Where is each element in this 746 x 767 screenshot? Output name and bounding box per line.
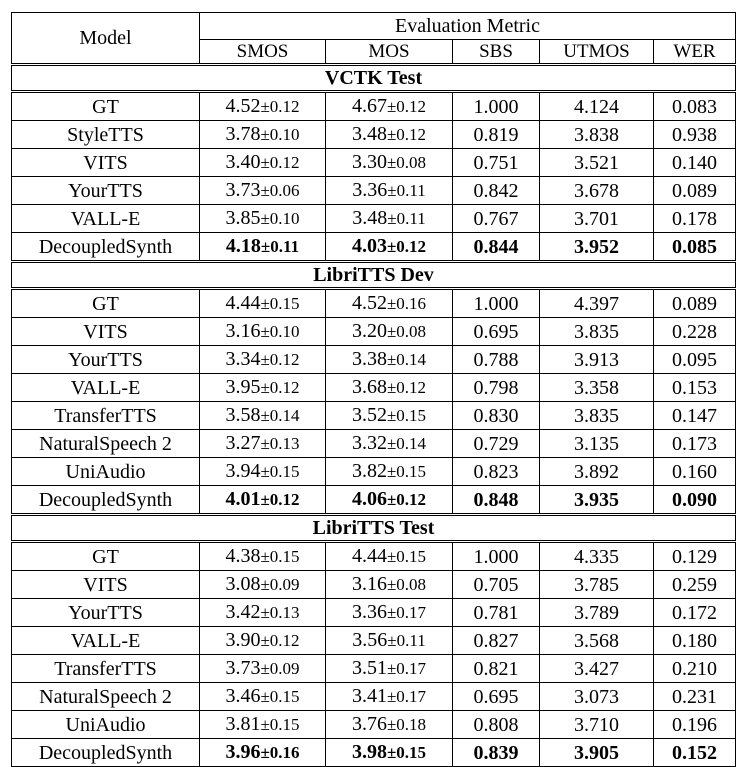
mos-cell [326, 205, 453, 233]
mos-cell-value: 4.03 [351, 235, 387, 257]
model-cell: DecoupledSynth [12, 486, 200, 515]
mos-cell-std: ±0.11 [387, 181, 426, 200]
smos-cell-value: 3.40 [225, 151, 261, 173]
column-header-mos: MOS [326, 40, 453, 65]
mos-cell-value: 3.38 [351, 348, 387, 370]
smos-cell-std: ±0.12 [260, 350, 300, 369]
mos-cell [326, 711, 453, 739]
mos-cell-std: ±0.11 [387, 631, 426, 650]
mos-cell-value: 3.51 [351, 657, 387, 679]
sbs-cell: 1.000 [453, 542, 540, 571]
smos-cell-std: ±0.15 [260, 715, 300, 734]
mos-cell-value: 3.76 [351, 713, 387, 735]
smos-cell [200, 318, 326, 346]
wer-cell: 0.083 [654, 92, 736, 121]
utmos-cell: 3.892 [540, 458, 654, 486]
mos-cell [326, 121, 453, 149]
smos-cell-value: 3.42 [225, 601, 261, 623]
model-cell: NaturalSpeech 2 [12, 430, 200, 458]
smos-cell-std: ±0.10 [260, 125, 300, 144]
model-column-header: Model [12, 13, 200, 65]
table-row [12, 374, 736, 402]
mos-cell [326, 458, 453, 486]
smos-cell-value: 3.73 [225, 657, 261, 679]
smos-cell [200, 655, 326, 683]
sbs-cell: 0.844 [453, 233, 540, 262]
smos-cell-std: ±0.13 [260, 603, 300, 622]
smos-cell-std: ±0.11 [260, 237, 300, 256]
utmos-cell: 3.358 [540, 374, 654, 402]
mos-cell-std: ±0.08 [386, 575, 427, 594]
smos-cell-value: 3.95 [225, 376, 261, 398]
smos-cell-value: 3.16 [225, 320, 261, 342]
sbs-cell: 0.695 [453, 318, 540, 346]
wer-cell: 0.153 [654, 374, 736, 402]
mos-cell-std: ±0.17 [386, 603, 427, 622]
utmos-cell: 4.397 [540, 289, 654, 318]
sbs-cell: 0.830 [453, 402, 540, 430]
wer-cell: 0.129 [654, 542, 736, 571]
smos-cell [200, 374, 326, 402]
model-cell: NaturalSpeech 2 [12, 683, 200, 711]
sbs-cell: 0.788 [453, 346, 540, 374]
smos-cell-value: 3.27 [225, 432, 261, 454]
smos-cell-std: ±0.15 [260, 547, 300, 566]
model-cell: UniAudio [12, 711, 200, 739]
sbs-cell: 0.827 [453, 627, 540, 655]
model-cell: GT [12, 542, 200, 571]
utmos-cell: 3.678 [540, 177, 654, 205]
smos-cell [200, 542, 326, 571]
smos-cell [200, 177, 326, 205]
model-cell: DecoupledSynth [12, 739, 200, 767]
utmos-cell: 3.789 [540, 599, 654, 627]
wer-cell: 0.231 [654, 683, 736, 711]
model-cell: VITS [12, 571, 200, 599]
wer-cell: 0.180 [654, 627, 736, 655]
section-row [12, 262, 736, 289]
table-row [12, 233, 736, 262]
column-header-utmos: UTMOS [540, 40, 654, 65]
table-row [12, 683, 736, 711]
smos-cell-value: 3.46 [225, 685, 261, 707]
section-row [12, 515, 736, 542]
mos-cell-std: ±0.15 [386, 462, 427, 481]
mos-cell [326, 655, 453, 683]
wer-cell: 0.173 [654, 430, 736, 458]
mos-cell-std: ±0.17 [386, 659, 427, 678]
sbs-cell: 0.839 [453, 739, 540, 767]
mos-cell-value: 3.48 [351, 123, 387, 145]
mos-cell-value: 3.36 [351, 601, 387, 623]
sbs-cell: 0.781 [453, 599, 540, 627]
table-row [12, 627, 736, 655]
utmos-cell: 3.710 [540, 711, 654, 739]
wer-cell: 0.196 [654, 711, 736, 739]
smos-cell [200, 486, 326, 515]
smos-cell-std: ±0.12 [260, 490, 300, 509]
wer-cell: 0.095 [654, 346, 736, 374]
model-cell: GT [12, 289, 200, 318]
sbs-cell: 0.808 [453, 711, 540, 739]
utmos-cell: 3.835 [540, 318, 654, 346]
table-row [12, 149, 736, 177]
section-title: VCTK Test [12, 65, 736, 92]
smos-cell [200, 233, 326, 262]
smos-cell-std: ±0.15 [260, 687, 300, 706]
wer-cell: 0.085 [654, 233, 736, 262]
utmos-cell: 4.124 [540, 92, 654, 121]
smos-cell [200, 571, 326, 599]
utmos-cell: 3.905 [540, 739, 654, 767]
mos-cell-std: ±0.18 [386, 715, 427, 734]
mos-cell-std: ±0.12 [386, 378, 427, 397]
smos-cell-std: ±0.15 [260, 294, 300, 313]
mos-cell-value: 3.98 [351, 741, 387, 763]
smos-cell [200, 121, 326, 149]
utmos-cell: 3.701 [540, 205, 654, 233]
utmos-cell: 3.135 [540, 430, 654, 458]
mos-cell [326, 289, 453, 318]
section-row [12, 65, 736, 92]
model-cell: VITS [12, 318, 200, 346]
utmos-cell: 3.952 [540, 233, 654, 262]
model-cell: VALL-E [12, 205, 200, 233]
sbs-cell: 0.823 [453, 458, 540, 486]
mos-cell [326, 402, 453, 430]
column-header-wer: WER [654, 40, 736, 65]
model-cell: YourTTS [12, 177, 200, 205]
mos-cell [326, 571, 453, 599]
utmos-cell: 3.935 [540, 486, 654, 515]
mos-cell-value: 4.44 [351, 545, 387, 567]
sbs-cell: 0.848 [453, 486, 540, 515]
smos-cell-std: ±0.10 [260, 209, 300, 228]
mos-cell-std: ±0.08 [386, 322, 427, 341]
wer-cell: 0.259 [654, 571, 736, 599]
section-title: LibriTTS Dev [12, 262, 736, 289]
table-row [12, 739, 736, 767]
smos-cell [200, 599, 326, 627]
model-cell: GT [12, 92, 200, 121]
mos-cell [326, 683, 453, 711]
mos-cell-value: 3.56 [352, 629, 388, 651]
table-row [12, 402, 736, 430]
smos-cell-std: ±0.06 [260, 181, 300, 200]
model-cell: VITS [12, 149, 200, 177]
wer-cell: 0.140 [654, 149, 736, 177]
smos-cell-value: 3.81 [225, 713, 261, 735]
model-cell: VALL-E [12, 627, 200, 655]
model-cell: StyleTTS [12, 121, 200, 149]
smos-cell [200, 711, 326, 739]
wer-cell: 0.090 [654, 486, 736, 515]
mos-cell-std: ±0.12 [386, 237, 427, 256]
mos-cell-std: ±0.14 [386, 434, 427, 453]
utmos-cell: 3.521 [540, 149, 654, 177]
mos-cell [326, 149, 453, 177]
wer-cell: 0.152 [654, 739, 736, 767]
mos-cell-std: ±0.12 [386, 490, 427, 509]
utmos-cell: 3.785 [540, 571, 654, 599]
smos-cell [200, 430, 326, 458]
mos-cell [326, 233, 453, 262]
smos-cell-std: ±0.12 [260, 153, 300, 172]
table-row [12, 289, 736, 318]
sbs-cell: 0.767 [453, 205, 540, 233]
table-row [12, 571, 736, 599]
smos-cell [200, 149, 326, 177]
wer-cell: 0.210 [654, 655, 736, 683]
mos-cell-value: 3.48 [352, 207, 388, 229]
utmos-cell: 3.913 [540, 346, 654, 374]
smos-cell-std: ±0.13 [260, 434, 300, 453]
wer-cell: 0.089 [654, 177, 736, 205]
sbs-cell: 0.705 [453, 571, 540, 599]
smos-cell-value: 3.90 [225, 629, 261, 651]
sbs-cell: 0.798 [453, 374, 540, 402]
section-title: LibriTTS Test [12, 515, 736, 542]
smos-cell [200, 739, 326, 767]
mos-cell-value: 3.82 [351, 460, 387, 482]
mos-cell-value: 3.30 [351, 151, 387, 173]
model-cell: UniAudio [12, 458, 200, 486]
column-header-sbs: SBS [453, 40, 540, 65]
table-row [12, 177, 736, 205]
mos-cell-std: ±0.08 [386, 153, 427, 172]
mos-cell-std: ±0.16 [386, 294, 427, 313]
smos-cell-std: ±0.14 [260, 406, 300, 425]
table-row [12, 599, 736, 627]
model-cell: TransferTTS [12, 655, 200, 683]
smos-cell-std: ±0.12 [260, 378, 300, 397]
mos-cell [326, 346, 453, 374]
smos-cell [200, 627, 326, 655]
utmos-cell: 3.568 [540, 627, 654, 655]
model-cell: VALL-E [12, 374, 200, 402]
smos-cell-value: 4.44 [225, 292, 261, 314]
table-row [12, 711, 736, 739]
mos-cell-value: 3.32 [351, 432, 387, 454]
smos-cell-std: ±0.16 [260, 743, 300, 762]
smos-cell-value: 4.38 [225, 545, 261, 567]
mos-cell [326, 486, 453, 515]
model-cell: TransferTTS [12, 402, 200, 430]
smos-cell-std: ±0.09 [260, 575, 300, 594]
sbs-cell: 1.000 [453, 289, 540, 318]
sbs-cell: 0.729 [453, 430, 540, 458]
smos-cell-value: 3.08 [225, 573, 261, 595]
column-header-smos: SMOS [200, 40, 326, 65]
table-row [12, 486, 736, 515]
smos-cell-std: ±0.10 [260, 322, 300, 341]
mos-cell-value: 3.36 [352, 179, 388, 201]
sbs-cell: 0.842 [453, 177, 540, 205]
mos-cell-value: 3.41 [351, 685, 387, 707]
mos-cell [326, 627, 453, 655]
smos-cell-value: 4.18 [225, 235, 261, 257]
smos-cell-value: 3.85 [225, 207, 261, 229]
table-body [12, 65, 736, 767]
utmos-cell: 3.835 [540, 402, 654, 430]
smos-cell [200, 346, 326, 374]
wer-cell: 0.228 [654, 318, 736, 346]
mos-cell-value: 3.20 [351, 320, 387, 342]
mos-cell-std: ±0.12 [386, 125, 427, 144]
mos-cell [326, 374, 453, 402]
smos-cell [200, 402, 326, 430]
sbs-cell: 0.819 [453, 121, 540, 149]
mos-cell-std: ±0.15 [386, 406, 427, 425]
metric-group-header: Evaluation Metric [200, 13, 736, 40]
smos-cell-value: 3.94 [225, 460, 261, 482]
mos-cell [326, 599, 453, 627]
mos-cell [326, 318, 453, 346]
table-row [12, 318, 736, 346]
model-cell: YourTTS [12, 599, 200, 627]
smos-cell-value: 3.96 [225, 741, 261, 763]
table-header [12, 13, 736, 65]
results-table [11, 12, 736, 767]
mos-cell [326, 92, 453, 121]
table-row [12, 346, 736, 374]
smos-cell-std: ±0.09 [260, 659, 300, 678]
smos-cell [200, 205, 326, 233]
sbs-cell: 0.695 [453, 683, 540, 711]
table-row [12, 430, 736, 458]
smos-cell [200, 683, 326, 711]
mos-cell-value: 3.52 [351, 404, 387, 426]
sbs-cell: 1.000 [453, 92, 540, 121]
smos-cell [200, 289, 326, 318]
sbs-cell: 0.751 [453, 149, 540, 177]
mos-cell-std: ±0.11 [387, 209, 426, 228]
smos-cell [200, 458, 326, 486]
utmos-cell: 4.335 [540, 542, 654, 571]
wer-cell: 0.147 [654, 402, 736, 430]
wer-cell: 0.938 [654, 121, 736, 149]
smos-cell [200, 92, 326, 121]
mos-cell-value: 3.68 [351, 376, 387, 398]
mos-cell-value: 4.06 [351, 488, 387, 510]
smos-cell-value: 3.58 [225, 404, 261, 426]
table-row [12, 205, 736, 233]
model-cell: DecoupledSynth [12, 233, 200, 262]
utmos-cell: 3.073 [540, 683, 654, 711]
mos-cell [326, 542, 453, 571]
smos-cell-value: 4.52 [225, 95, 261, 117]
mos-cell [326, 739, 453, 767]
table-row [12, 121, 736, 149]
table-row [12, 655, 736, 683]
table-row [12, 458, 736, 486]
mos-cell-std: ±0.15 [386, 547, 427, 566]
wer-cell: 0.160 [654, 458, 736, 486]
smos-cell-value: 3.73 [225, 179, 261, 201]
smos-cell-std: ±0.12 [260, 97, 300, 116]
mos-cell-value: 3.16 [351, 573, 387, 595]
smos-cell-std: ±0.12 [260, 631, 300, 650]
mos-cell [326, 430, 453, 458]
mos-cell-value: 4.67 [351, 95, 387, 117]
sbs-cell: 0.821 [453, 655, 540, 683]
wer-cell: 0.172 [654, 599, 736, 627]
smos-cell-value: 3.34 [225, 348, 261, 370]
wer-cell: 0.089 [654, 289, 736, 318]
table-row [12, 542, 736, 571]
utmos-cell: 3.838 [540, 121, 654, 149]
mos-cell-std: ±0.15 [386, 743, 427, 762]
smos-cell-value: 3.78 [225, 123, 261, 145]
smos-cell-value: 4.01 [225, 488, 261, 510]
mos-cell-std: ±0.17 [386, 687, 427, 706]
mos-cell-std: ±0.14 [386, 350, 427, 369]
mos-cell [326, 177, 453, 205]
model-cell: YourTTS [12, 346, 200, 374]
smos-cell-std: ±0.15 [260, 462, 300, 481]
mos-cell-std: ±0.12 [386, 97, 427, 116]
wer-cell: 0.178 [654, 205, 736, 233]
mos-cell-value: 4.52 [351, 292, 387, 314]
utmos-cell: 3.427 [540, 655, 654, 683]
table-row [12, 92, 736, 121]
